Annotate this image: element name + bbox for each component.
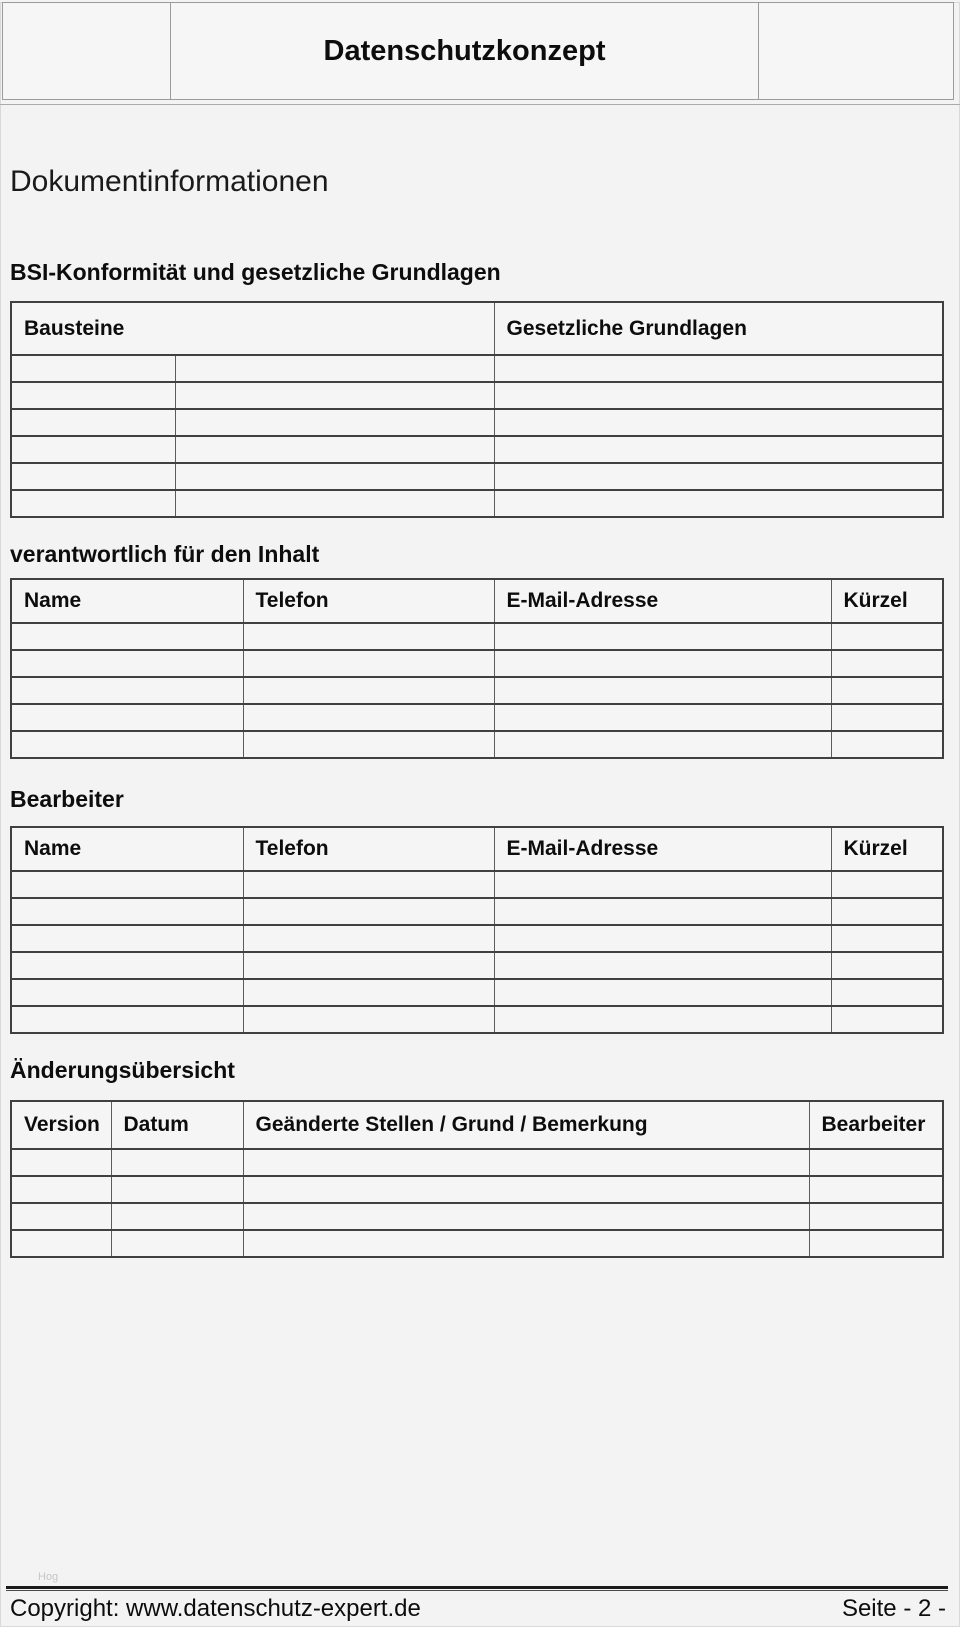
blank-row — [11, 677, 943, 704]
blank-cell — [494, 355, 943, 382]
column-header-version: Version — [11, 1101, 111, 1149]
blank-row — [11, 382, 943, 409]
blank-cell — [494, 436, 943, 463]
blank-cell — [11, 355, 175, 382]
blank-cell — [243, 704, 494, 731]
blank-cell — [243, 677, 494, 704]
column-header-telefon: Telefon — [243, 579, 494, 623]
blank-cell — [11, 1176, 111, 1203]
blank-cell — [809, 1149, 943, 1176]
blank-cell — [831, 650, 943, 677]
blank-cell — [11, 731, 243, 758]
blank-row — [11, 463, 943, 490]
blank-cell — [809, 1176, 943, 1203]
document-title: Datenschutzkonzept — [171, 3, 759, 100]
blank-row — [11, 925, 943, 952]
blank-cell — [11, 704, 243, 731]
bsi-table — [10, 301, 944, 518]
bsi-table-header-row — [11, 302, 943, 355]
blank-cell — [175, 355, 494, 382]
blank-cell — [494, 1006, 831, 1033]
inhalt-table-header-row — [11, 579, 943, 623]
blank-cell — [11, 677, 243, 704]
blank-cell — [494, 704, 831, 731]
blank-cell — [111, 1176, 243, 1203]
blank-row — [11, 1006, 943, 1033]
blank-cell — [11, 463, 175, 490]
footer-bar — [10, 1595, 946, 1623]
blank-cell — [243, 898, 494, 925]
blank-cell — [831, 623, 943, 650]
column-header-gesetzliche-grundlagen: Gesetzliche Grundlagen — [494, 302, 943, 355]
document-header-row — [3, 3, 954, 100]
column-header-bearbeiter: Bearbeiter — [809, 1101, 943, 1149]
blank-cell — [243, 1176, 809, 1203]
aenderungen-table — [10, 1100, 944, 1258]
bearbeiter-table-header-row — [11, 827, 943, 871]
blank-cell — [11, 650, 243, 677]
inhalt-table — [10, 578, 944, 759]
blank-cell — [243, 731, 494, 758]
blank-cell — [243, 1230, 809, 1257]
blank-cell — [831, 871, 943, 898]
blank-row — [11, 436, 943, 463]
document-body — [10, 165, 942, 1258]
blank-cell — [831, 1006, 943, 1033]
column-header-kuerzel: Kürzel — [831, 579, 943, 623]
column-header-kuerzel: Kürzel — [831, 827, 943, 871]
footer-copyright: Copyright: www.datenschutz-expert.de — [10, 1595, 421, 1622]
column-header-telefon: Telefon — [243, 827, 494, 871]
blank-cell — [494, 979, 831, 1006]
blank-cell — [494, 952, 831, 979]
blank-cell — [175, 463, 494, 490]
blank-cell — [111, 1149, 243, 1176]
blank-cell — [494, 871, 831, 898]
section-heading-bearbeiter: Bearbeiter — [10, 786, 124, 812]
blank-cell — [11, 898, 243, 925]
blank-cell — [111, 1203, 243, 1230]
blank-cell — [831, 704, 943, 731]
blank-cell — [494, 731, 831, 758]
blank-cell — [809, 1203, 943, 1230]
blank-cell — [243, 1006, 494, 1033]
blank-cell — [831, 979, 943, 1006]
blank-row — [11, 898, 943, 925]
blank-row — [11, 1230, 943, 1257]
blank-cell — [243, 979, 494, 1006]
section-heading-bsi: BSI-Konformität und gesetzliche Grundlagen — [10, 259, 501, 285]
blank-row — [11, 952, 943, 979]
header-separator — [0, 104, 960, 105]
blank-cell — [11, 979, 243, 1006]
blank-cell — [11, 871, 243, 898]
blank-row — [11, 1176, 943, 1203]
blank-row — [11, 650, 943, 677]
blank-cell — [494, 677, 831, 704]
document-header — [2, 2, 954, 100]
blank-cell — [11, 1203, 111, 1230]
column-header-name: Name — [11, 579, 243, 623]
blank-cell — [494, 650, 831, 677]
blank-cell — [11, 382, 175, 409]
footer-page-number: Seite - 2 - — [841, 1595, 946, 1622]
blank-cell — [11, 1006, 243, 1033]
blank-row — [11, 1203, 943, 1230]
bearbeiter-table — [10, 826, 944, 1034]
blank-cell — [11, 1230, 111, 1257]
blank-cell — [494, 463, 943, 490]
blank-row — [11, 979, 943, 1006]
blank-cell — [11, 1149, 111, 1176]
blank-cell — [11, 409, 175, 436]
blank-cell — [494, 409, 943, 436]
column-header-name: Name — [11, 827, 243, 871]
blank-row — [11, 355, 943, 382]
blank-cell — [243, 952, 494, 979]
blank-cell — [243, 871, 494, 898]
document-page — [0, 2, 960, 1627]
header-left-cell — [3, 3, 171, 100]
blank-cell — [175, 436, 494, 463]
blank-row — [11, 490, 943, 517]
column-header-geaenderte-stellen: Geänderte Stellen / Grund / Bemerkung — [243, 1101, 809, 1149]
blank-cell — [831, 677, 943, 704]
blank-cell — [243, 925, 494, 952]
blank-cell — [243, 650, 494, 677]
blank-cell — [809, 1230, 943, 1257]
blank-cell — [11, 490, 175, 517]
blank-cell — [243, 623, 494, 650]
blank-cell — [111, 1230, 243, 1257]
column-header-email-adresse: E-Mail-Adresse — [494, 579, 831, 623]
section-heading-inhalt: verantwortlich für den Inhalt — [10, 541, 320, 567]
blank-cell — [175, 382, 494, 409]
blank-cell — [175, 490, 494, 517]
column-header-bausteine: Bausteine — [11, 302, 494, 355]
blank-cell — [11, 925, 243, 952]
blank-cell — [11, 952, 243, 979]
blank-cell — [243, 1203, 809, 1230]
blank-row — [11, 409, 943, 436]
footer-rule — [6, 1586, 948, 1591]
blank-cell — [494, 382, 943, 409]
column-header-datum: Datum — [111, 1101, 243, 1149]
blank-cell — [11, 623, 243, 650]
blank-row — [11, 731, 943, 758]
blank-cell — [831, 952, 943, 979]
blank-cell — [831, 731, 943, 758]
blank-cell — [494, 623, 831, 650]
blank-row — [11, 1149, 943, 1176]
blank-row — [11, 704, 943, 731]
blank-cell — [831, 898, 943, 925]
aenderungen-table-header-row — [11, 1101, 943, 1149]
blank-cell — [11, 436, 175, 463]
page-title: Dokumentinformationen — [10, 165, 329, 198]
blank-cell — [494, 925, 831, 952]
footer-watermark: Hog — [38, 1571, 59, 1583]
blank-cell — [243, 1149, 809, 1176]
header-right-cell — [759, 3, 954, 100]
blank-cell — [831, 925, 943, 952]
blank-row — [11, 623, 943, 650]
blank-row — [11, 871, 943, 898]
section-heading-aenderungen: Änderungsübersicht — [10, 1057, 235, 1083]
column-header-email-adresse: E-Mail-Adresse — [494, 827, 831, 871]
blank-cell — [175, 409, 494, 436]
blank-cell — [494, 898, 831, 925]
blank-cell — [494, 490, 943, 517]
